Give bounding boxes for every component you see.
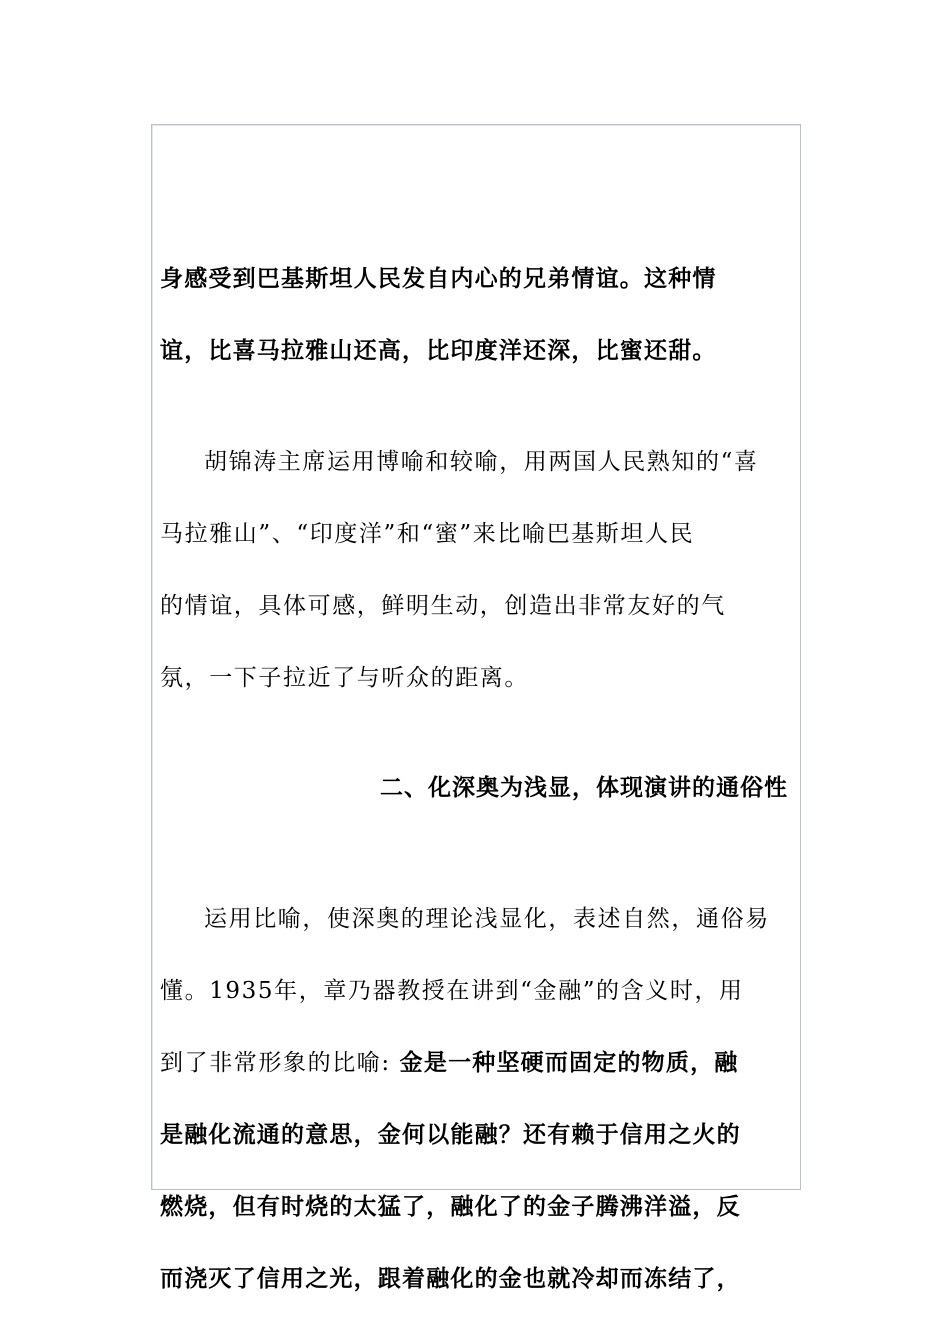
quote-line-1: 身感受到巴基斯坦人民发自内心的兄弟情谊。这种情 bbox=[160, 266, 717, 292]
analysis-line-1: 胡锦涛主席运用博喻和较喻，用两国人民熟知的“喜 bbox=[204, 449, 759, 475]
analysis-line-2: 马拉雅山”、“印度洋”和“蜜”来比喻巴基斯坦人民 bbox=[160, 521, 695, 547]
metaphor-line-2: 燃烧，但有时烧的太猛了，融化了的金子腾沸洋溢，反 bbox=[160, 1194, 741, 1220]
example-line-2: 懂。1935年，章乃器教授在讲到“金融”的含义时，用 bbox=[160, 978, 744, 1004]
metaphor-line-3: 而浇灭了信用之光，跟着融化的金也就冷却而冻结了， bbox=[160, 1266, 741, 1292]
analysis-line-4: 氛，一下子拉近了与听众的距离。 bbox=[160, 665, 529, 691]
analysis-line-3: 的情谊，具体可感，鲜明生动，创造出非常友好的气 bbox=[160, 593, 726, 619]
document-page bbox=[151, 124, 801, 1292]
example-line-1: 运用比喻，使深奥的理论浅显化，表述自然，通俗易 bbox=[204, 906, 770, 932]
section-heading: 二、化深奥为浅显，体现演讲的通俗性 bbox=[380, 775, 788, 801]
metaphor-line-1: 是融化流通的意思，金何以能融？还有赖于信用之火的 bbox=[160, 1122, 741, 1148]
example-line-3-bold: 金是一种坚硬而固定的物质，融 bbox=[399, 1050, 739, 1076]
example-line-3 bbox=[160, 1048, 738, 1078]
example-line-3-regular: 到了非常形象的比喻: bbox=[160, 1050, 400, 1076]
quote-line-2: 谊，比喜马拉雅山还高，比印度洋还深，比蜜还甜。 bbox=[160, 338, 717, 364]
